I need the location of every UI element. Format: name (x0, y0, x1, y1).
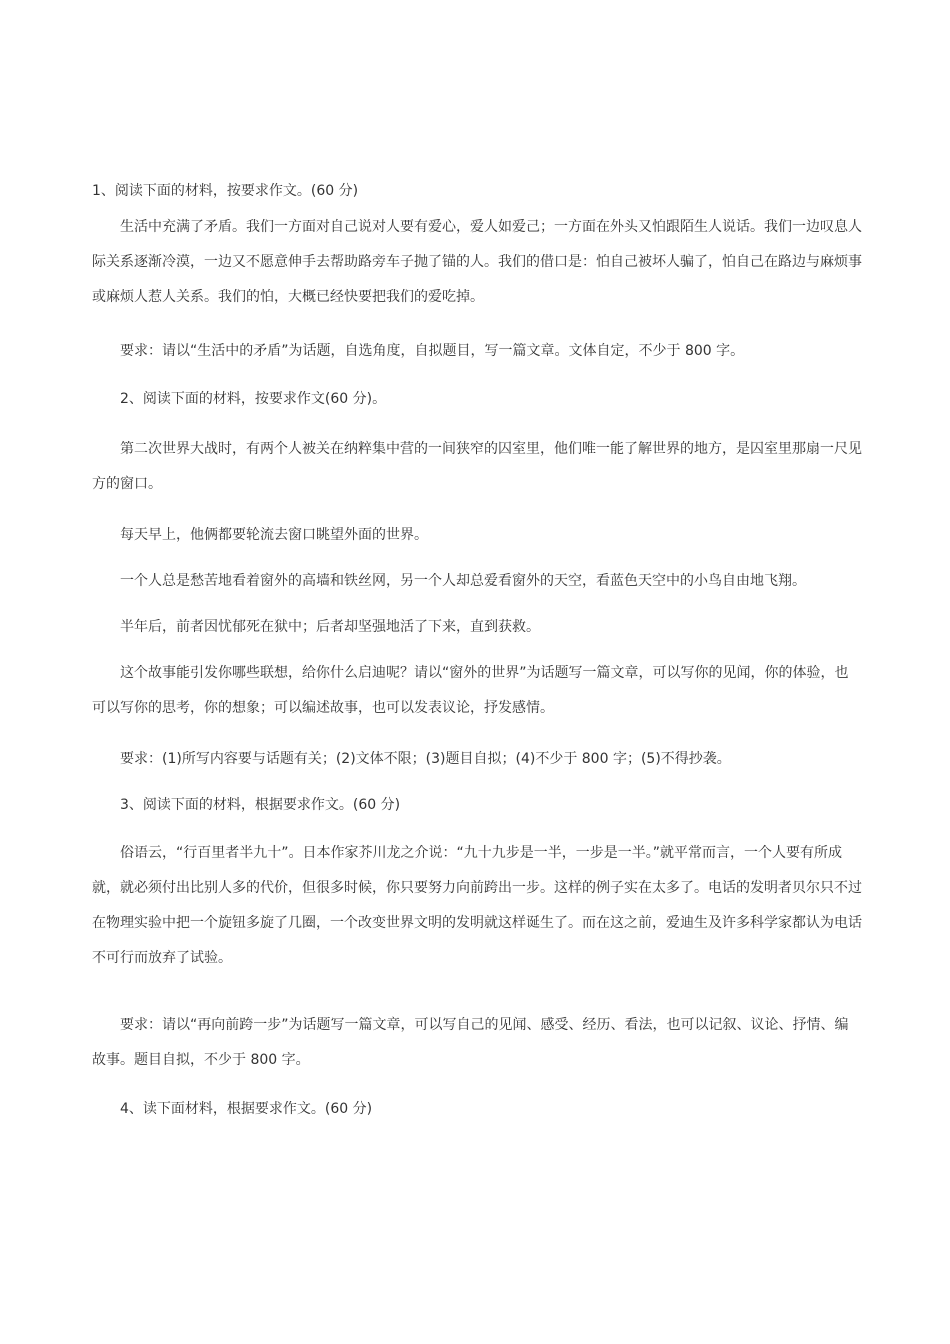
question-1-material: 生活中充满了矛盾。我们一方面对自己说对人要有爱心，爱人如爱己；一方面在外头又怕跟陌生人说话。我们一边叹息人际关系逐渐冷漠，一边又不愿意伸手去帮助路旁车子抛了锚的人。我们的借口是：怕自己被坏人骗了，怕自己在路边与麻烦事或麻烦人惹人关系。我们的怕，大概已经快要把我们的爱吃掉。 (92, 219, 862, 305)
question-2-heading: 2、阅读下面的材料，按要求作文(60 分)。 (120, 391, 387, 407)
question-4-heading: 4、读下面材料，根据要求作文。(60 分) (120, 1101, 373, 1117)
question-2-paragraph-5: 这个故事能引发你哪些联想，给你什么启迪呢？请以“窗外的世界”为话题写一篇文章，可以写你的见闻，你的体验，也可以写你的思考，你的想象；可以编述故事，也可以发表议论，抒发感情。 (92, 665, 849, 716)
question-1-heading: 1、阅读下面的材料，按要求作文。(60 分) (92, 183, 359, 199)
question-2-paragraph-3: 一个人总是愁苦地看着窗外的高墙和铁丝网，另一个人却总爱看窗外的天空，看蓝色天空中的小鸟自由地飞翔。 (120, 573, 806, 589)
question-2-paragraph-4: 半年后，前者因忧郁死在狱中；后者却坚强地活了下来，直到获救。 (120, 619, 540, 635)
question-2-requirement: 要求：(1)所写内容要与话题有关；(2)文体不限；(3)题目自拟；(4)不少于 800 字；(5)不得抄袭。 (120, 751, 731, 767)
question-3-material: 俗语云，“行百里者半九十”。日本作家芥川龙之介说：“九十九步是一半，一步是一半。”就平常而言，一个人要有所成就，就必须付出比别人多的代价，但很多时候，你只要努力向前跨出一步。这样的例子实在太多了。电话的发明者贝尔只不过在物理实验中把一个旋钮多旋了几圈，一个改变世界文明的发明就这样诞生了。而在这之前，爱迪生及许多科学家都认为电话不可行而放弃了试验。 (92, 845, 862, 966)
question-3-heading: 3、阅读下面的材料，根据要求作文。(60 分) (120, 797, 401, 813)
question-3-requirement: 要求：请以“再向前跨一步”为话题写一篇文章，可以写自己的见闻、感受、经历、看法，也可以记叙、议论、抒情、编故事。题目自拟，不少于 800 字。 (92, 1017, 849, 1068)
question-2-paragraph-1: 第二次世界大战时，有两个人被关在纳粹集中营的一间狭窄的囚室里，他们唯一能了解世界的地方，是囚室里那扇一尺见方的窗口。 (92, 441, 862, 492)
question-1-requirement: 要求：请以“生活中的矛盾”为话题，自选角度，自拟题目，写一篇文章。文体自定，不少于 800 字。 (120, 343, 745, 359)
question-2-paragraph-2: 每天早上，他俩都要轮流去窗口眺望外面的世界。 (120, 527, 428, 543)
